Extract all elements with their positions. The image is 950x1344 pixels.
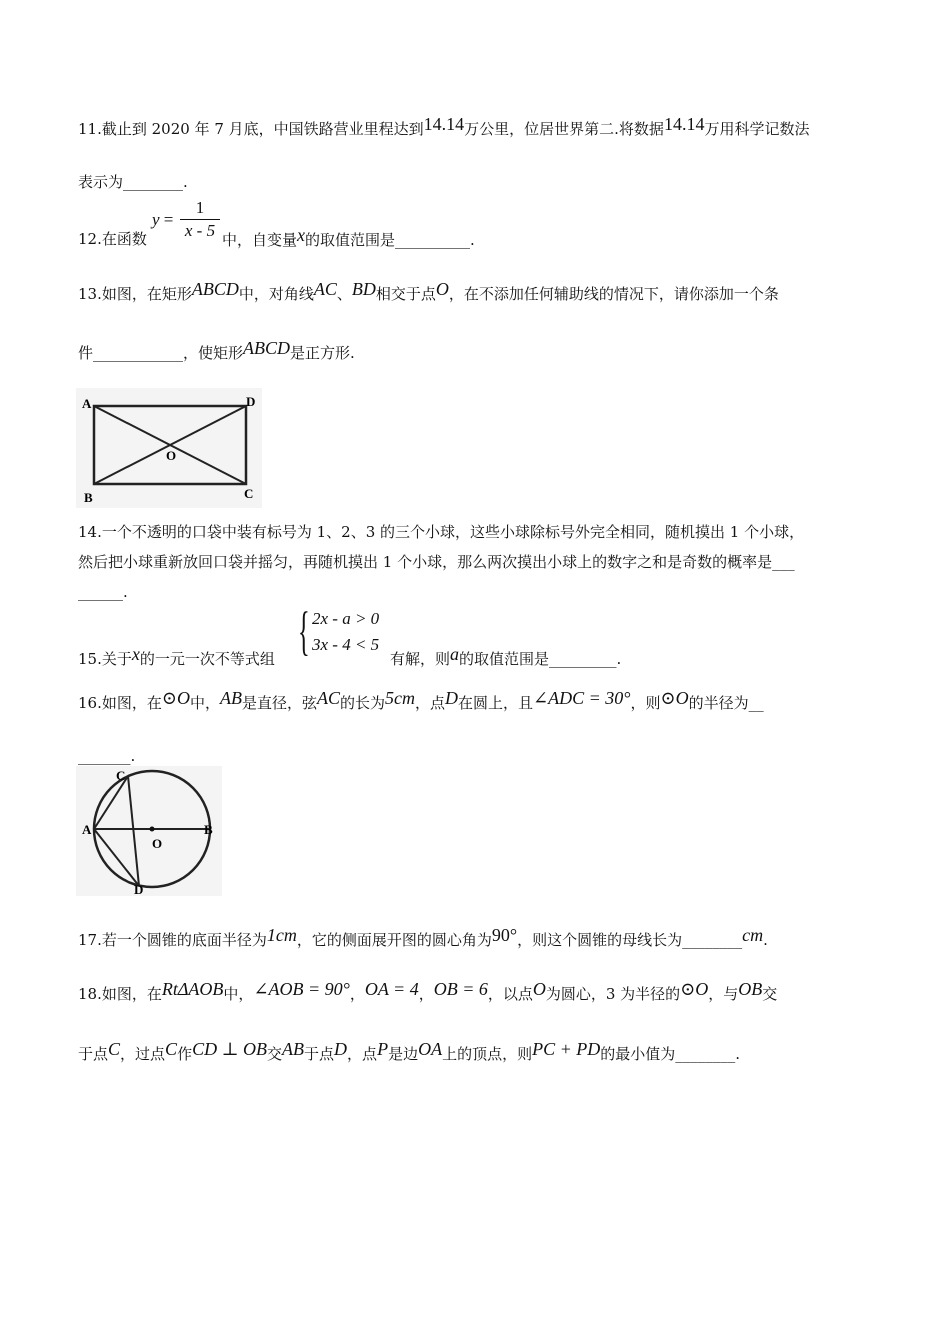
q11-number-2: 14.14 bbox=[663, 114, 705, 134]
q11-number-1: 14.14 bbox=[423, 114, 465, 134]
q12-line-rest bbox=[222, 225, 475, 250]
q18-sum: PC + PD bbox=[532, 1039, 601, 1059]
q18-angle: ∠AOB = 90° bbox=[253, 979, 350, 999]
q12-line bbox=[78, 229, 147, 249]
q16-line2: _______. bbox=[78, 747, 136, 765]
q18-line2-text-3: 作 bbox=[177, 1045, 193, 1063]
q18-line1 bbox=[78, 979, 778, 1004]
q12-equals: = bbox=[163, 210, 174, 229]
q18-line2-text-2: ，过点 bbox=[120, 1045, 166, 1063]
q13-line2-text-1: 件____________，使矩形 bbox=[78, 344, 244, 362]
q13-text-1: 13.如图，在矩形 bbox=[78, 285, 192, 303]
label-o: O bbox=[166, 448, 177, 463]
q13-text-4: ，在不添加任何辅助线的情况下，请你添加一个条 bbox=[448, 285, 779, 303]
q13-line2-text-2: 是正方形. bbox=[290, 344, 355, 362]
q12-suffix: 的取值范围是__________. bbox=[305, 231, 475, 249]
q13-line2 bbox=[78, 338, 355, 363]
q12-x: x bbox=[297, 225, 306, 245]
q16-ab: AB bbox=[219, 688, 242, 708]
q15-text-3: 有解，则 bbox=[390, 650, 451, 668]
q13-abcd: ABCD bbox=[191, 279, 239, 299]
label-d-2: D bbox=[134, 882, 144, 896]
q14-line3: ______. bbox=[78, 583, 128, 601]
q16-angle: ∠ADC = 30° bbox=[533, 688, 631, 708]
q15-x: x bbox=[131, 644, 140, 664]
q11-text-3: 万用科学记数法 bbox=[704, 120, 810, 138]
q18-oa-2: OA bbox=[418, 1039, 443, 1059]
q18-d: D bbox=[334, 1039, 348, 1059]
q12-y: y bbox=[152, 210, 160, 229]
q17-text-2: ，它的侧面展开图的圆心角为 bbox=[296, 931, 492, 949]
q12-denominator: x - 5 bbox=[184, 221, 216, 240]
q18-line2-text-8: 上的顶点，则 bbox=[442, 1045, 533, 1063]
q18-circle-o: ⊙O bbox=[680, 979, 709, 999]
q18-p: P bbox=[377, 1039, 389, 1059]
q18-triangle: RtΔAOB bbox=[161, 979, 224, 999]
q18-line2 bbox=[78, 1039, 741, 1064]
q17-text-1: 17.若一个圆锥的底面半径为 bbox=[78, 931, 267, 949]
rectangle-figure bbox=[76, 388, 262, 508]
q11-line1 bbox=[78, 114, 810, 139]
q18-perpendicular: CD ⊥ OB bbox=[192, 1039, 268, 1059]
q16-d: D bbox=[445, 688, 459, 708]
q17-line bbox=[78, 925, 768, 950]
q15-text-2: 的一元一次不等式组 bbox=[139, 650, 275, 668]
q17-text-3: ，则这个圆锥的母线长为________ bbox=[517, 931, 743, 949]
q16-text-8: 的半径为__ bbox=[688, 694, 764, 712]
q13-bd: BD bbox=[351, 279, 376, 299]
q17-radius: 1cm bbox=[266, 925, 297, 945]
q18-line2-text-9: 的最小值为________. bbox=[600, 1045, 741, 1063]
q12-numerator: 1 bbox=[195, 198, 205, 217]
q14-line2: 然后把小球重新放回口袋并摇匀，再随机摸出 1 个小球，那么两次摸出小球上的数字之和是奇数的概率是___ bbox=[78, 553, 795, 571]
q12-fraction bbox=[180, 198, 220, 241]
q13-line2-abcd: ABCD bbox=[243, 338, 291, 358]
q15-system bbox=[312, 606, 379, 658]
figure-background-2 bbox=[76, 766, 222, 896]
q15-text-4: 的取值范围是_________. bbox=[459, 650, 622, 668]
q18-o: O bbox=[532, 979, 546, 999]
q13-o: O bbox=[435, 279, 449, 299]
label-o-2: O bbox=[152, 836, 163, 851]
q12-prefix: 12.在函数 bbox=[78, 230, 147, 248]
q16-text-1: 16.如图，在 bbox=[78, 694, 162, 712]
q18-text-3: ， bbox=[349, 985, 365, 1003]
q18-text-7: ，与 bbox=[708, 985, 739, 1003]
q18-text-1: 18.如图，在 bbox=[78, 985, 162, 1003]
q13-ac: AC bbox=[313, 279, 337, 299]
q16-line1 bbox=[78, 688, 764, 713]
q18-ob: OB = 6 bbox=[433, 979, 488, 999]
q18-c: C bbox=[108, 1039, 121, 1059]
q12-fraction-bar bbox=[180, 219, 220, 220]
q18-line2-text-1: 于点 bbox=[78, 1045, 109, 1063]
q16-text-4: 的长为 bbox=[340, 694, 386, 712]
q18-ob-2: OB bbox=[738, 979, 763, 999]
label-a: A bbox=[82, 396, 92, 411]
q16-length: 5cm bbox=[385, 688, 416, 708]
q16-circle-o: ⊙O bbox=[161, 688, 190, 708]
q13-sep: 、 bbox=[336, 285, 352, 303]
q13-line1 bbox=[78, 279, 779, 304]
q16-circle-o-2: ⊙O bbox=[660, 688, 689, 708]
q16-text-7: ，则 bbox=[630, 694, 661, 712]
q17-angle: 90° bbox=[491, 925, 518, 945]
q18-line2-text-6: ，点 bbox=[347, 1045, 378, 1063]
q18-text-8: 交 bbox=[762, 985, 778, 1003]
q15-brace: { bbox=[298, 601, 310, 661]
label-b-2: B bbox=[204, 822, 213, 837]
q15-line bbox=[78, 644, 275, 669]
q15-text-1: 15.关于 bbox=[78, 650, 132, 668]
label-d: D bbox=[246, 394, 256, 409]
q17-unit: cm bbox=[742, 925, 764, 945]
q13-text-2: 中，对角线 bbox=[238, 285, 314, 303]
q18-text-5: ，以点 bbox=[487, 985, 533, 1003]
q18-line2-text-4: 交 bbox=[267, 1045, 283, 1063]
q18-line2-text-5: 于点 bbox=[304, 1045, 335, 1063]
q18-text-4: ， bbox=[418, 985, 434, 1003]
q11-text-1: 11.截止到 2020 年 7 月底，中国铁路营业里程达到 bbox=[78, 120, 424, 138]
q18-text-2: 中， bbox=[223, 985, 254, 1003]
q18-text-6: 为圆心，3 为半径的 bbox=[545, 985, 681, 1003]
q13-text-3: 相交于点 bbox=[375, 285, 436, 303]
label-c-2: C bbox=[116, 768, 126, 783]
q16-text-6: 在圆上，且 bbox=[458, 694, 534, 712]
q15-inequality-1: 2x - a > 0 bbox=[312, 609, 380, 628]
q16-text-2: 中， bbox=[189, 694, 220, 712]
q11-line2: 表示为________. bbox=[78, 173, 188, 191]
q18-c-2: C bbox=[165, 1039, 178, 1059]
q12-mid: 中，自变量 bbox=[222, 231, 298, 249]
q18-oa: OA = 4 bbox=[364, 979, 419, 999]
q16-text-5: ，点 bbox=[415, 694, 446, 712]
label-c: C bbox=[244, 486, 254, 501]
q15-line-rest bbox=[390, 644, 622, 669]
q15-a: a bbox=[450, 644, 460, 664]
q18-line2-text-7: 是边 bbox=[388, 1045, 419, 1063]
q12-y-equals bbox=[152, 210, 173, 230]
center-point bbox=[150, 827, 155, 832]
q15-inequality-2: 3x - 4 < 5 bbox=[312, 635, 380, 654]
q16-text-3: 是直径，弦 bbox=[241, 694, 317, 712]
circle-figure bbox=[76, 766, 222, 896]
label-b: B bbox=[84, 490, 93, 505]
q17-text-4: . bbox=[763, 931, 768, 949]
q14-line1: 14.一个不透明的口袋中装有标号为 1、2、3 的三个小球，这些小球除标号外完全相同，随机摸出 1 个小球， bbox=[78, 523, 805, 541]
q18-ab: AB bbox=[282, 1039, 305, 1059]
label-a-2: A bbox=[82, 822, 92, 837]
q11-text-2: 万公里，位居世界第二.将数据 bbox=[464, 120, 664, 138]
q16-ac: AC bbox=[316, 688, 340, 708]
